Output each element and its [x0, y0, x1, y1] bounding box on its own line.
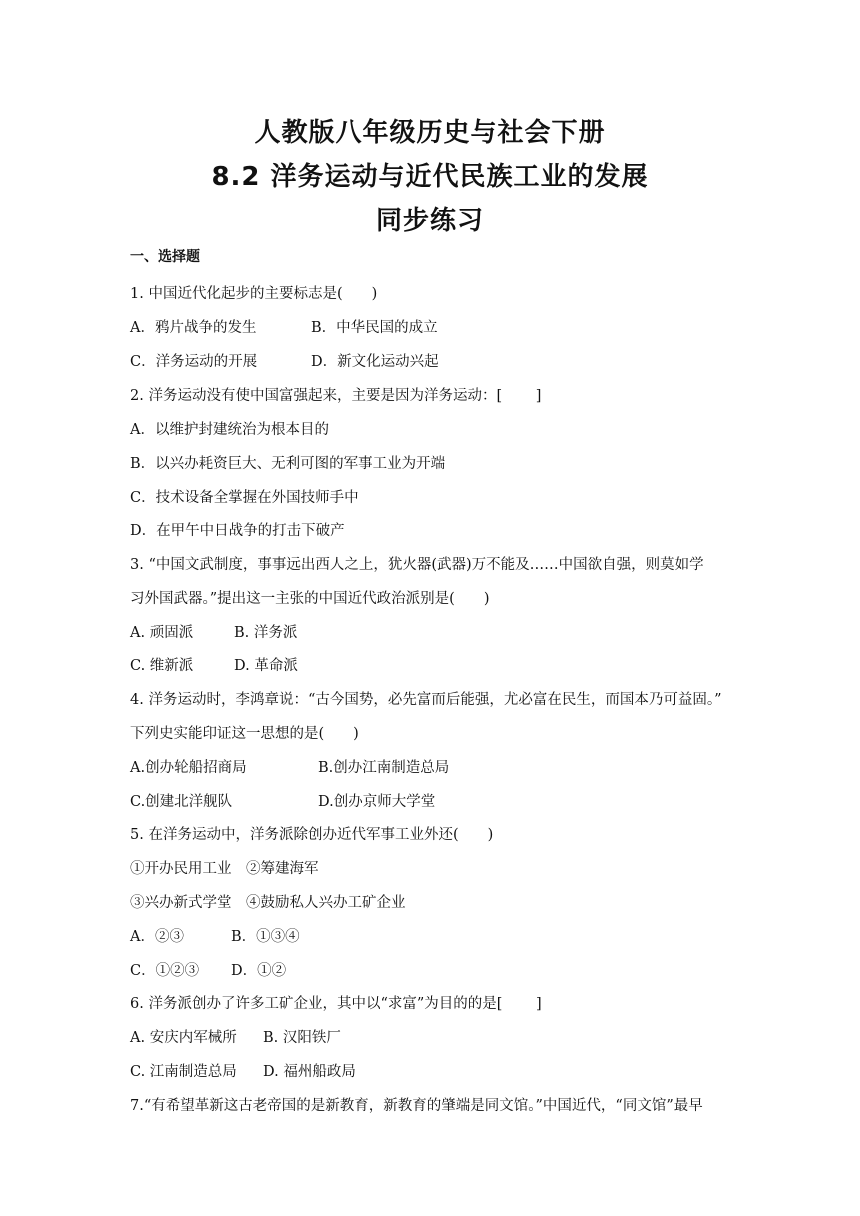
section-heading: 一、选择题 [130, 249, 200, 265]
question-2-option-d: D．在甲午中日战争的打击下破产 [130, 523, 345, 539]
question-1-stem: 1. 中国近代化起步的主要标志是( ) [130, 286, 378, 302]
question-3-stem-line1: 3. “中国文武制度，事事远出西人之上，犹火器(武器)万不能及……中国欲自强，则莫如学 [130, 557, 704, 573]
question-2-option-a: A．以维护封建统治为根本目的 [130, 422, 329, 438]
question-3-option-c: C. 维新派 [130, 658, 194, 674]
question-4-stem-line2: 下列史实能印证这一思想的是( ) [130, 726, 359, 742]
question-4-option-a: A.创办轮船招商局 [130, 760, 247, 776]
question-2-stem: 2. 洋务运动没有使中国富强起来，主要是因为洋务运动：[ ] [130, 388, 542, 404]
question-5-items-1-2: ①开办民用工业 ②筹建海军 [130, 861, 319, 877]
question-5-items-3-4: ③兴办新式学堂 ④鼓励私人兴办工矿企业 [130, 895, 406, 911]
question-2-option-b: B．以兴办耗资巨大、无利可图的军事工业为开端 [130, 456, 446, 472]
question-1-option-c: C．洋务运动的开展 [130, 354, 258, 370]
question-5-option-d: D．①② [231, 963, 287, 979]
question-6-option-a: A. 安庆内军械所 [130, 1030, 237, 1046]
question-3-option-a: A. 顽固派 [130, 625, 194, 641]
document-title: 人教版八年级历史与社会下册 [254, 118, 606, 148]
question-4-option-b: B.创办江南制造总局 [318, 760, 450, 776]
question-6-option-d: D. 福州船政局 [263, 1064, 356, 1080]
question-6-option-b: B. 汉阳铁厂 [263, 1030, 341, 1046]
question-4-option-c: C.创建北洋舰队 [130, 794, 233, 810]
question-3-stem-line2: 习外国武器。”提出这一主张的中国近代政治派别是( ) [130, 591, 490, 607]
question-5-option-a: A．②③ [130, 929, 184, 945]
question-5-option-c: C．①②③ [130, 963, 200, 979]
question-1-option-a: A．鸦片战争的发生 [130, 320, 257, 336]
question-6-option-c: C. 江南制造总局 [130, 1064, 237, 1080]
question-4-option-d: D.创办京师大学堂 [318, 794, 436, 810]
question-3-option-d: D. 革命派 [234, 658, 298, 674]
question-1-option-b: B．中华民国的成立 [311, 320, 438, 336]
lesson-title: 8.2 洋务运动与近代民族工业的发展 [211, 162, 649, 192]
question-6-stem: 6. 洋务派创办了许多工矿企业，其中以“求富”为目的的是[ ] [130, 996, 542, 1012]
question-1-option-d: D．新文化运动兴起 [311, 354, 439, 370]
question-7-stem-line1: 7.“有希望革新这古老帝国的是新教育，新教育的肇端是同文馆。”中国近代，“同文馆”最早 [130, 1098, 703, 1114]
question-5-stem: 5. 在洋务运动中，洋务派除创办近代军事工业外还( ) [130, 827, 494, 843]
question-2-option-c: C．技术设备全掌握在外国技师手中 [130, 490, 359, 506]
exercise-title: 同步练习 [375, 206, 484, 236]
question-4-stem-line1: 4. 洋务运动时，李鸿章说：“古今国势，必先富而后能强，尤必富在民生，而国本乃可益固。” [130, 692, 722, 708]
question-3-option-b: B. 洋务派 [234, 625, 298, 641]
question-5-option-b: B．①③④ [231, 929, 300, 945]
